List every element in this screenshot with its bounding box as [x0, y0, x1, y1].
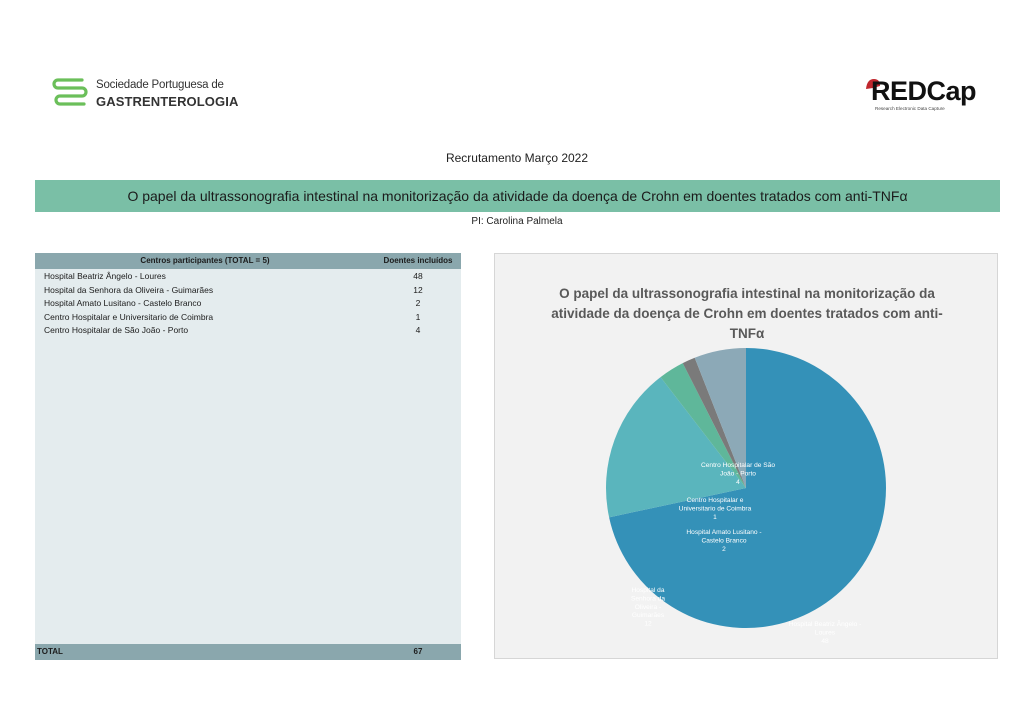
- spg-logo-line2: GASTRENTEROLOGIA: [96, 94, 239, 109]
- table-row: [35, 284, 461, 297]
- report-title: O papel da ultrassonografia intestinal na monitorização da atividade da doença de Crohn em doentes tratados com anti-TNFα: [127, 188, 908, 204]
- centers-table: [35, 253, 461, 660]
- table-row: [35, 311, 461, 324]
- center-name: Centro Hospitalar e Universitario de Coimbra: [44, 311, 214, 322]
- total-label: TOTAL: [37, 647, 63, 656]
- center-name: Hospital da Senhora da Oliveira - Guimarães: [44, 284, 214, 295]
- center-name: Hospital Beatriz Ângelo - Loures: [44, 271, 166, 281]
- header-patients: Doentes incluídos: [383, 256, 453, 265]
- slice-data-label: Centro Hospitalar e Universitario de Coimbra 1: [678, 497, 752, 521]
- spg-logo: [52, 74, 239, 114]
- table-row: [35, 297, 461, 310]
- patient-count: 2: [415, 298, 421, 308]
- header-centers: Centros participantes (TOTAL = 5): [140, 256, 270, 265]
- intestine-icon: [52, 76, 90, 112]
- slice-data-label: Hospital Amato Lusitano -Castelo Branco 2: [686, 529, 762, 553]
- principal-investigator: PI: Carolina Palmela: [471, 216, 563, 227]
- center-name: Centro Hospitalar de São João - Porto: [44, 325, 189, 335]
- pie-chart-panel: [494, 253, 998, 659]
- slice-data-label: Hospital Beatriz Ângelo -Loures 48: [788, 621, 862, 645]
- redcap-tagline: Research Electronic Data Capture: [875, 106, 945, 111]
- redcap-wordmark: REDCap: [871, 76, 977, 106]
- slice-data-label: Centro Hospitalar de São João - Porto 4: [700, 462, 776, 486]
- table-row: [35, 270, 461, 283]
- total-value: 67: [413, 647, 423, 656]
- report-subtitle: Recrutamento Março 2022: [445, 151, 589, 165]
- patient-count: 48: [413, 271, 423, 281]
- patient-count: 1: [415, 311, 421, 322]
- table-total-row: [35, 644, 461, 660]
- center-name: Hospital Amato Lusitano - Castelo Branco: [44, 298, 202, 308]
- patient-count: 4: [415, 325, 421, 335]
- table-header: [35, 253, 461, 269]
- redcap-logo: [862, 76, 982, 116]
- spg-logo-line1: Sociedade Portuguesa de: [96, 79, 224, 91]
- slice-data-label: Hospital da Senhora da Oliveira -Guimarães 12: [630, 587, 666, 628]
- table-row: [35, 324, 461, 337]
- chart-title: O papel da ultrassonografia intestinal na monitorização da atividade da doença de Crohn em doentes tratados com anti-TNFα: [551, 286, 943, 341]
- pie-chart: [495, 254, 997, 658]
- patient-count: 12: [413, 284, 423, 295]
- title-banner: [35, 180, 1000, 212]
